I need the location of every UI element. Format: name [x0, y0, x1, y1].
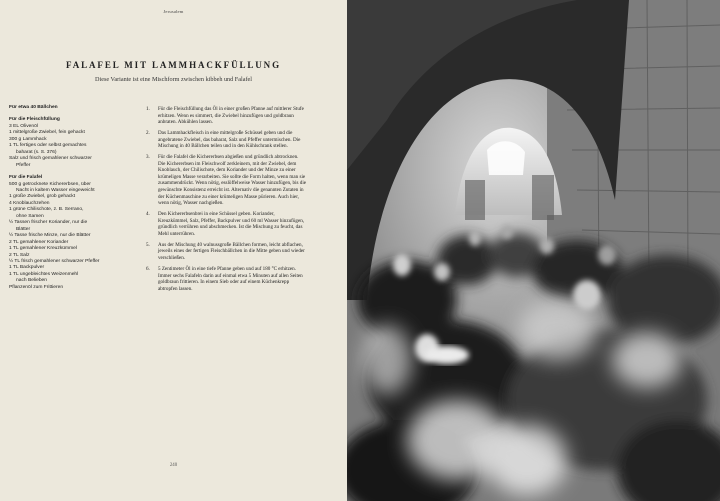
ingredient-line: 3 EL Olivenöl: [9, 123, 38, 129]
method-step: [146, 106, 306, 126]
step-text: Für die Fleischfüllung das Öl in einer großen Pfanne auf mittlerer Stufe erhitzen. Wenn es simmert, die Zwiebel hinzufügen und goldbraun anbraten. Abkühlen lassen.: [158, 106, 304, 126]
ingredient-line: 1 grüne Chilischote, z. B. Serrano,: [9, 207, 84, 213]
ingredient-line: Blätter: [16, 226, 31, 232]
step-number: 5.: [146, 241, 150, 248]
step-text: Aus der Mischung 40 walnussgroße Bällchen formen, leicht abflachen, jeweils eines der fertigen Fleischbällchen in die Mitte geben und wieder verschließen.: [158, 241, 305, 261]
ingredient-line: 2 TL Salz: [9, 252, 30, 258]
ingredient-line: 1 mittelgroße Zwiebel, fein gehackt: [9, 130, 85, 136]
step-number: 3.: [146, 154, 150, 161]
ingredient-line: nach Belieben: [16, 278, 47, 284]
method-step: [146, 266, 306, 292]
method-step: [146, 154, 306, 206]
ingredient-line: ohne Samen: [16, 213, 44, 219]
street-photo: [347, 0, 720, 501]
ingredient-list: [9, 105, 135, 291]
ingredient-line: 4 Knoblauchzehen: [9, 200, 50, 206]
method-step: [146, 130, 306, 150]
recipe-subtitle: Diese Variante ist eine Mischform zwischen kibbeh und Falafel: [95, 76, 252, 83]
recipe-title: FALAFEL MIT LAMMHACKFÜLLUNG: [66, 60, 281, 70]
ingredient-line: ½ TL frisch gemahlener schwarzer Pfeffer: [9, 258, 100, 264]
step-number: 6.: [146, 265, 150, 272]
recipe-page: [0, 0, 347, 501]
method-steps: [146, 106, 306, 297]
ingredient-line: 1 TL gemahlener Kreuzkümmel: [9, 246, 77, 252]
step-text: Den Kichererbsenbrei in eine Schüssel geben. Koriander, Kreuzkümmel, Salz, Pfeffer, Backpulver und 60 ml Wasser hinzufügen, gründlich verrühren und abschmecken. Ist die Mischung zu feucht, das Mehl unterrühren.: [158, 211, 305, 237]
filling-heading: Für die Fleischfüllung: [9, 117, 60, 123]
method-step: [146, 211, 306, 237]
ingredient-line: Pfeffer: [16, 162, 31, 168]
crowd-in-archway-image: [347, 0, 720, 501]
method-step: [146, 242, 306, 262]
ingredient-line: 2 TL gemahlener Koriander: [9, 239, 69, 245]
ingredient-line: 500 g getrocknete Kichererbsen, über: [9, 181, 91, 187]
ingredient-line: baharat (s. S. 376): [16, 149, 57, 155]
step-text: Für die Falafel die Kichererbsen abgießen und gründlich abtrocknen. Die Kichererbsen im Fleischwolf zerkleinern, mit der Zwiebel, dem Knoblauch, der Chilischote, dem Koriander und der Minze zu einer krümeligen Masse verarbeiten. Sie sollte die Form halten, wenn man sie zusammendrückt. Wenn nötig, esslöffelweise Wasser hinzufügen, bis die gewünschte Konsistenz erreicht ist. Alternativ die genannten Zutaten in der Küchenmaschine zu einer krümeligen Masse pürieren. Auch hier, wenn nötig, Wasser nachgießen.: [158, 154, 306, 207]
step-number: 4.: [146, 211, 150, 218]
ingredient-line: Pflanzenöl zum Frittieren: [9, 284, 64, 290]
falafel-heading: Für die Falafel: [9, 175, 43, 181]
ingredient-line: Nacht in kaltem Wasser eingeweicht: [16, 187, 95, 193]
ingredient-line: 1 TL ungebleichtes Weizenmehl: [9, 271, 79, 277]
ingredient-line: Salz und frisch gemahlener schwarzer: [9, 156, 92, 162]
step-number: 1.: [146, 106, 150, 112]
ingredient-line: ½ Tasse frische Minze, nur die Blätter: [9, 233, 91, 239]
step-text: 5 Zentimeter Öl in eine tiefe Pfanne geben und auf 180 °C erhitzen. Immer sechs Falafeln darin auf einmal etwa 5 Minuten auf allen Seiten goldbraun frittieren. In einem Sieb oder auf einem Küchenkrepp abtropfen lassen.: [158, 265, 303, 292]
ingredient-line: 1 große Zwiebel, grob gehackt: [9, 194, 76, 200]
page-number: 240: [169, 463, 178, 468]
yield-heading: Für etwa 40 Bällchen: [9, 105, 58, 110]
step-number: 2.: [146, 130, 150, 137]
ingredient-line: 1 TL fertiges oder selbst gemachtes: [9, 143, 87, 149]
ingredient-line: ½ Tassen frischer Koriander, nur die: [9, 220, 88, 226]
ingredient-line: 1 TL Backpulver: [9, 265, 45, 271]
running-head: Jerusalem: [163, 9, 184, 14]
ingredient-line: 300 g Lammhack: [9, 136, 47, 142]
step-text: Das Lammhackfleisch in eine mittelgroße Schüssel geben und die angebratene Zwiebel, das baharat, Salz und Pfeffer untermischen. Die Mischung in 40 Bällchen teilen und in den Kühlschrank stellen.: [158, 130, 301, 150]
